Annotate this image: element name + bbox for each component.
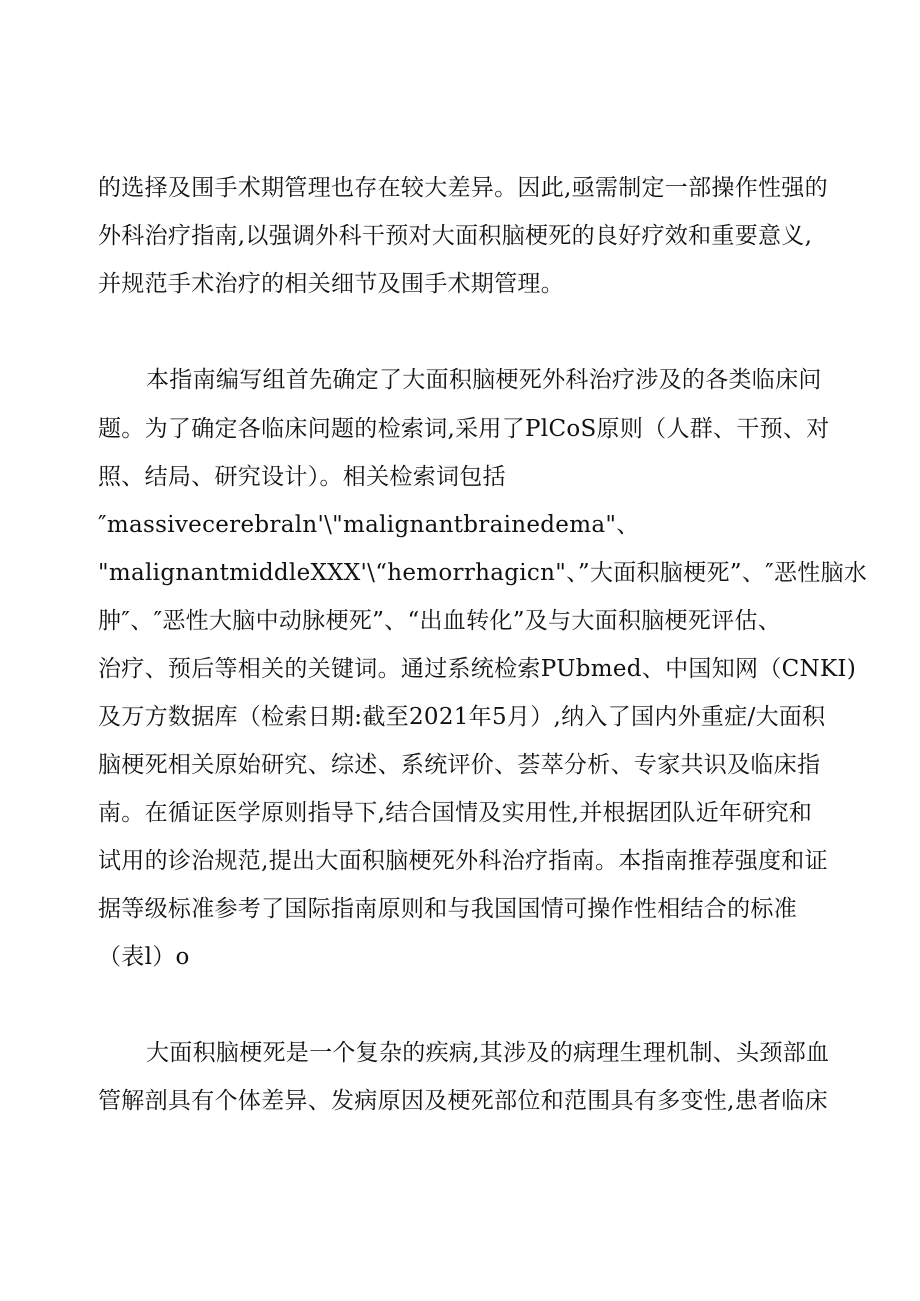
paragraph-2-line-13: （表l）o: [98, 944, 190, 970]
paragraph-2-line-5: "malignantmiddleXXX'\“hemorrhagicn"、”大面积脑梗死”、″恶性脑水: [98, 560, 868, 586]
paragraph-2-line-12: 据等级标准参考了国际指南原则和与我国国情可操作性相结合的标准: [98, 896, 797, 922]
paragraph-2-line-4: ″massivecerebraln'\"malignantbrainedema"、: [98, 512, 640, 538]
paragraph-1-line-2: 外科治疗指南,以强调外科干预对大面积脑梗死的良好疗效和重要意义,: [98, 223, 813, 249]
paragraph-2-line-6: 肿″、″恶性大脑中动脉梗死”、“出血转化”及与大面积脑梗死评估、: [98, 608, 782, 634]
paragraph-2-line-9: 脑梗死相关原始研究、综述、系统评价、荟萃分析、专家共识及临床指: [98, 752, 821, 778]
paragraph-2-line-8: 及万方数据库（检索日期:截至2021年5月）,纳入了国内外重症/大面积: [98, 704, 826, 730]
paragraph-2-line-1: 本指南编写组首先确定了大面积脑梗死外科治疗涉及的各类临床问: [146, 367, 822, 393]
paragraph-2-line-2: 题。为了确定各临床问题的检索词,采用了PlCoS原则（人群、干预、对: [98, 416, 830, 442]
paragraph-3-line-2: 管解剖具有个体差异、发病原因及梗死部位和范围具有多变性,患者临床: [98, 1088, 828, 1114]
paragraph-3-line-1: 大面积脑梗死是一个复杂的疾病,其涉及的病理生理机制、头颈部血: [146, 1040, 830, 1066]
paragraph-1-line-1: 的选择及围手术期管理也存在较大差异。因此,亟需制定一部操作性强的: [98, 175, 828, 201]
paragraph-2-line-10: 南。在循证医学原则指导下,结合国情及实用性,并根据团队近年研究和: [98, 800, 813, 826]
paragraph-1-line-3: 并规范手术治疗的相关细节及围手术期管理。: [98, 271, 564, 297]
paragraph-2-line-3: 照、结局、研究设计）。相关检索词包括: [98, 464, 506, 490]
paragraph-2-line-7: 治疗、预后等相关的关键词。通过系统检索PUbmed、中国知网（CNKI): [98, 656, 857, 682]
paragraph-2-line-11: 试用的诊治规范,提出大面积脑梗死外科治疗指南。本指南推荐强度和证: [98, 848, 828, 874]
